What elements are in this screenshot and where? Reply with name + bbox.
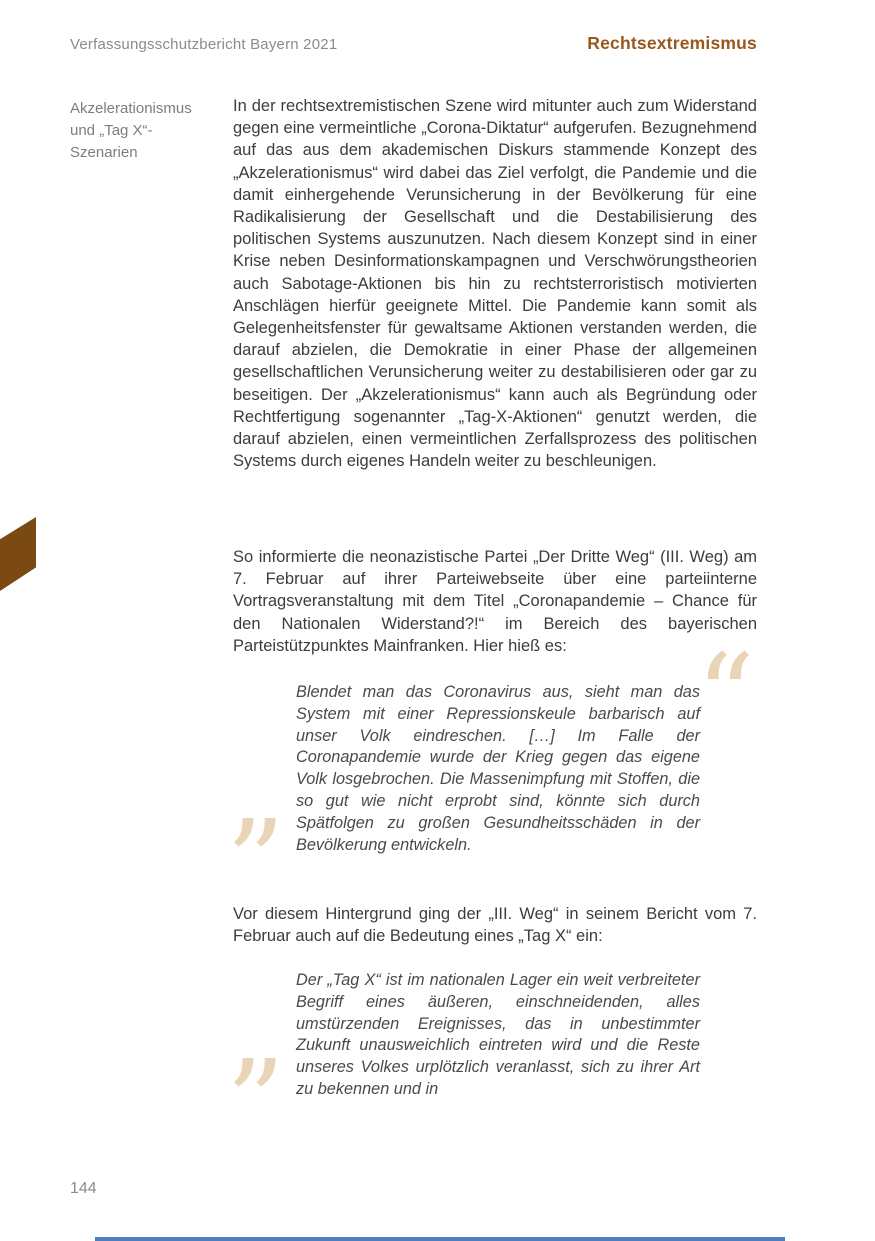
open-quote-icon: “ xyxy=(696,630,755,764)
brown-parallelogram-decoration xyxy=(0,517,36,591)
blockquote-coronavirus: Blendet man das Coronavirus aus, sieht man das System mit einer Repressionskeule barbarisch auf unser Volk eindreschen. […] Im Falle der Coronapandemie wurde der Krieg gegen das eigene Volk losgebrochen. Die Massenimpfung mit Stoffen, die so gut wie nicht erprobt sind, könnte sich durch Spätfolgen zu großen Gesundheitsschäden in der Bevölkerung entwickeln. xyxy=(296,683,700,854)
paragraph-akzelerationismus: In der rechtsextremistischen Szene wird mitunter auch zum Widerstand gegen eine vermeintliche „Corona-Diktatur“ aufgerufen. Bezugnehmend auf das aus dem akademischen Diskurs stammende Konzept des „Akzelerationismus“ wird dabei das Ziel verfolgt, die Pandemie und die damit einhergehende Verunsicherung in der Bevölkerung für eine Radikalisierung der Gesellschaft und die Destabilisierung des politischen Systems auszunutzen. Nach diesem Konzept sind in einer Krise neben Desinformationskampagnen und Verschwörungstheorien auch Sabotage-Aktionen bis hin zu rechtsterroristisch motivierten Anschlägen hierfür geeignete Mittel. Die Pandemie kann somit als Gelegenheitsfenster für gewaltsame Aktionen verstanden werden, die darauf abzielen, die Demokratie in einer Phase der allgemeinen gesellschaftlichen Verunsicherung weiter zu destabilisieren oder gar zu beseitigen. Der „Akzelerationismus“ kann auch als Begründung oder Rechtfertigung sogenannter „Tag-X-Aktionen“ genutzt werden, die darauf abzielen, einen vermeintlichen Zerfallsprozess des politischen Systems durch eigenes Handeln weiter zu beschleunigen. xyxy=(233,97,757,471)
margin-note-line: Akzelerationismus xyxy=(70,100,192,117)
close-quote-icon: ” xyxy=(226,796,285,930)
margin-note-line: und „Tag X“- xyxy=(70,122,153,139)
margin-note-line: Szenarien xyxy=(70,144,138,161)
document-title: Verfassungsschutzbericht Bayern 2021 xyxy=(70,36,338,53)
bottom-edge-bar xyxy=(95,1237,785,1241)
section-title: Rechtsextremismus xyxy=(587,33,757,53)
blockquote-tag-x: Der „Tag X“ ist im nationalen Lager ein weit verbreiteter Begriff eines äußeren, einschneidenden, alles umstürzenden Ereignisses, das in unbestimmter Zukunft unausweichlich eintreten wird und die Reste unseres Volkes urplötzlich veranlasst, sich zu ihrer Art zu bekennen und in xyxy=(296,971,700,1098)
paragraph-tag-x-intro: Vor diesem Hintergrund ging der „III. Weg“ in seinem Bericht vom 7. Februar auch auf die Bedeutung eines „Tag X“ ein: xyxy=(233,905,757,946)
margin-note xyxy=(70,98,225,164)
paragraph-dritte-weg: So informierte die neonazistische Partei „Der Dritte Weg“ (III. Weg) am 7. Februar auf ihrer Parteiwebseite über eine parteiinterne Vortragsveranstaltung mit dem Titel „Coronapandemie – Chance für den Nationalen Widerstand?!“ im Bereich des bayerischen Parteistützpunktes Mainfranken. Hier hieß es: xyxy=(233,548,757,655)
page-number: 144 xyxy=(70,1180,97,1197)
close-quote-icon: ” xyxy=(226,1036,285,1170)
